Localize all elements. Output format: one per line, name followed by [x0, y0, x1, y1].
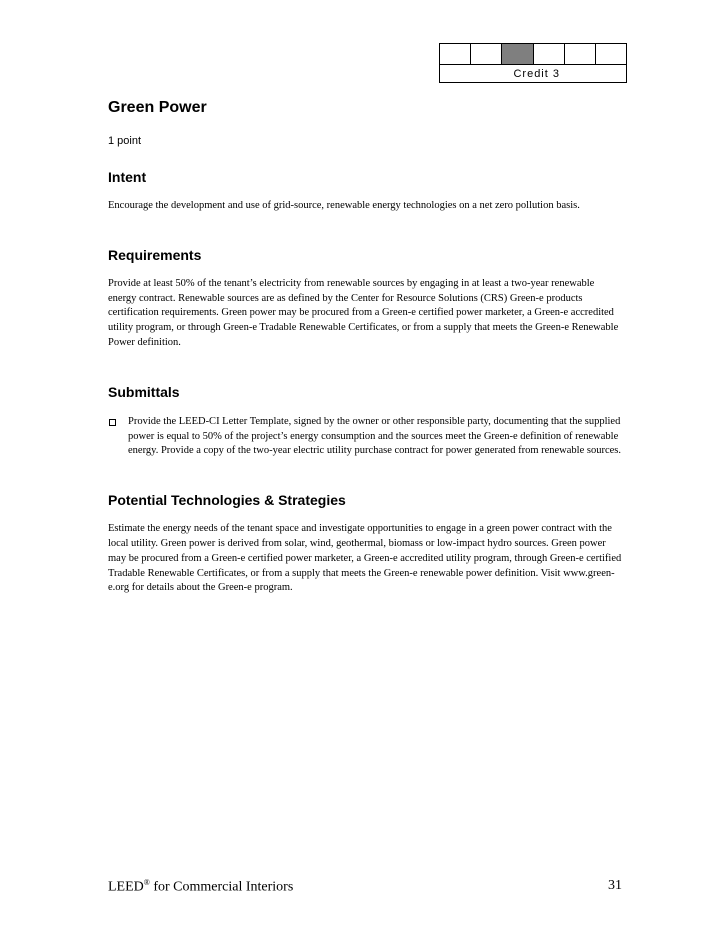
credit-label: Credit 3 [513, 68, 560, 80]
footer-title [108, 878, 293, 896]
requirements-text: Provide at least 50% of the tenant’s electricity from renewable sources by engaging in at least a two-year renewable energy contract. Renewable sources are as defined by the Center for Resource Solutions (CRS) Green-e products certification requirements. Green power may be procured from a Green-e certified power marketer, a Green-e accredited utility program, or through Green-e Tradable Renewable Certificates, or from a supply that meets the Green-e Renewable Power definition. [108, 277, 619, 348]
credit-cell [440, 44, 471, 64]
credit-cell [534, 44, 565, 64]
credit-cell [565, 44, 596, 64]
strategies-text: Estimate the energy needs of the tenant space and investigate opportunities to engage in a green power contract with the local utility. Green power is derived from solar, wind, geothermal, biomass or low-impact hydro sources. Green power may be procured from a Green-e certified power marketer, a Green-e accredited utility program, through Green-e certified Tradable Renewable Certificates, or from a supply that meets the Green-e renewable power definition. Visit www.green-e.org for details about the Green-e program. [108, 523, 622, 594]
points-value: 1 point [108, 135, 142, 147]
credit-cell [596, 44, 626, 64]
footer-subtitle: for Commercial Interiors [149, 879, 294, 895]
checkbox-bullet-icon [109, 419, 116, 426]
submittals-list [108, 415, 624, 459]
page-footer [108, 878, 622, 896]
footer-brand: LEED [108, 879, 144, 895]
intent-heading: Intent [108, 169, 147, 185]
page-content [108, 98, 624, 596]
credit-indicator [439, 43, 627, 83]
credit-cell [471, 44, 502, 64]
page-number: 31 [608, 878, 622, 893]
credit-cells [440, 44, 626, 65]
page-title: Green Power [108, 99, 207, 116]
submittal-item [108, 415, 624, 459]
submittal-item-text: Provide the LEED-CI Letter Template, signed by the owner or other responsible party, documenting that the supplied power is equal to 50% of the project’s energy consumption and the sources meet the Green-e definition of renewable energy. Provide a copy of the two-year electric utility purchase contract for power generated from renewable sources. [128, 415, 621, 457]
strategies-heading: Potential Technologies & Strategies [108, 492, 346, 509]
submittals-heading: Submittals [108, 383, 180, 400]
intent-text: Encourage the development and use of grid-source, renewable energy technologies on a net zero pollution basis. [108, 200, 580, 211]
registered-mark: ® [143, 878, 150, 887]
requirements-heading: Requirements [108, 246, 202, 263]
credit-cell-active [502, 44, 533, 64]
